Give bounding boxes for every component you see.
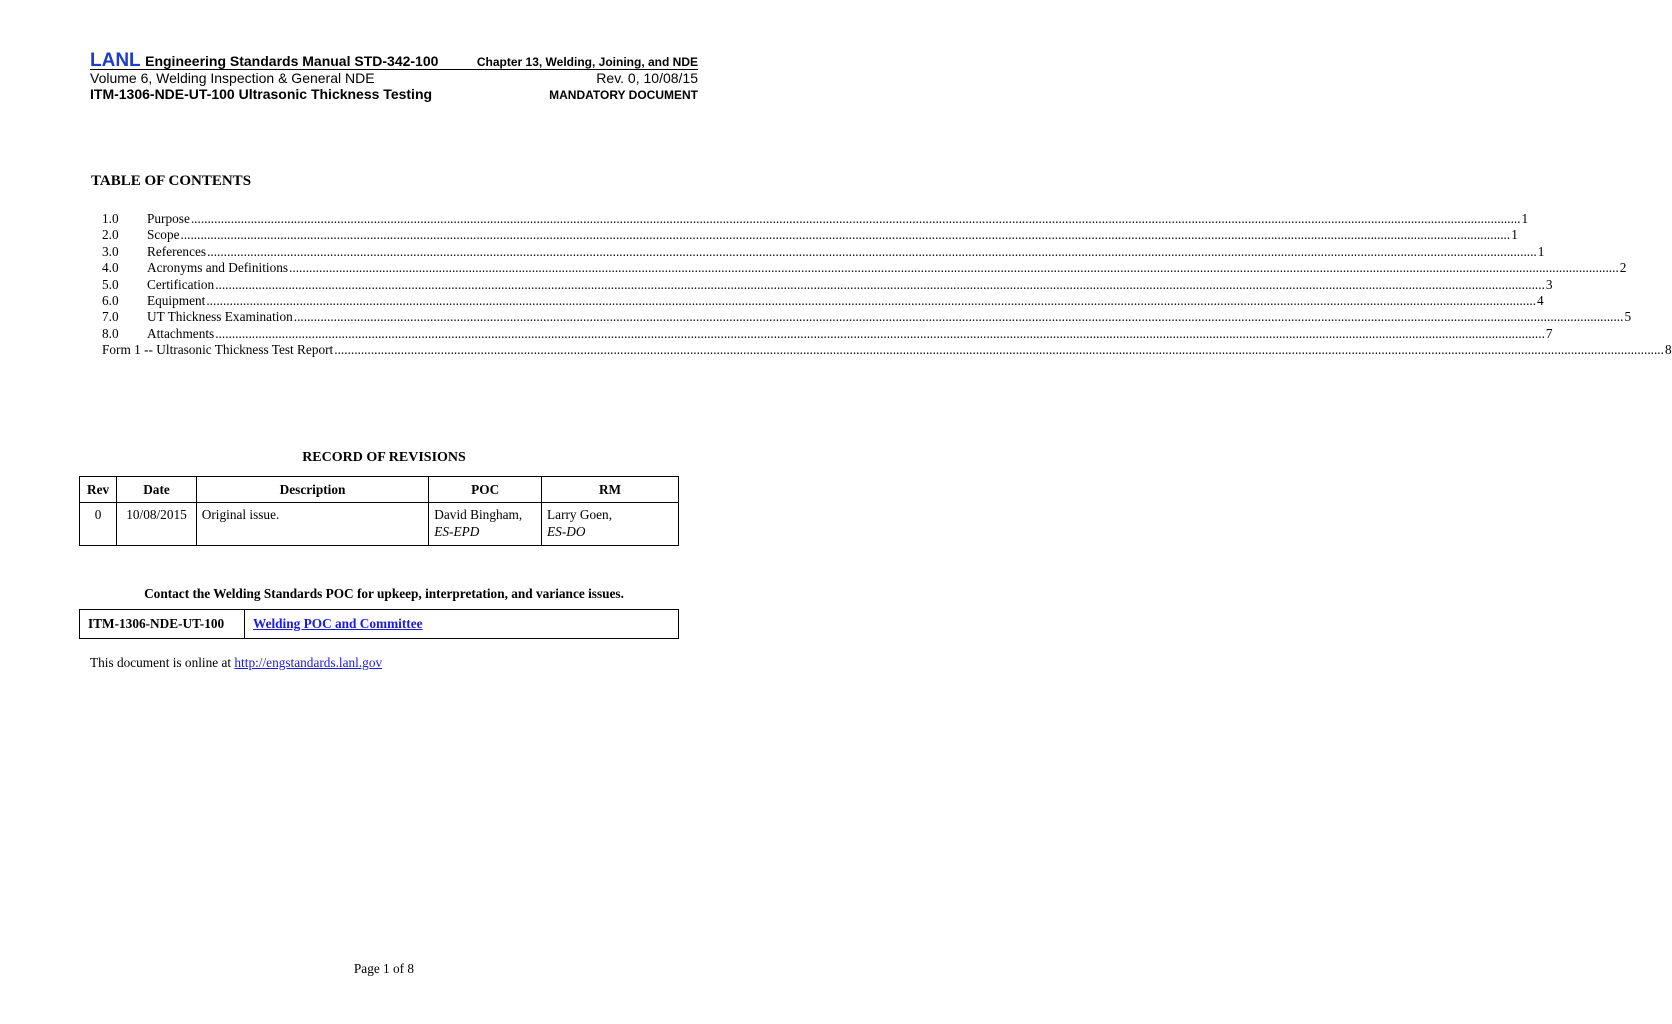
toc-item-label: UT Thickness Examination (147, 309, 293, 325)
contact-row (80, 610, 679, 639)
toc-item-label: Form 1 -- Ultrasonic Thickness Test Report (102, 342, 334, 358)
toc-item-number: 4.0 (102, 260, 119, 276)
contact-table (79, 609, 679, 639)
volume-label: Volume 6, Welding Inspection & General NDE (90, 70, 375, 86)
rm-name: Larry Goen, (547, 507, 613, 522)
toc-item[interactable] (102, 211, 1529, 227)
toc-item-number: 6.0 (102, 292, 119, 308)
header-divider (90, 69, 698, 70)
online-note (90, 655, 382, 671)
lanl-logo: LANL (90, 50, 141, 71)
toc-item-number: 7.0 (102, 309, 119, 325)
toc-leader-dots: ................................................................................................................................................................................................................................................................................................................................................................................................................ (215, 325, 1545, 341)
cell-poc (429, 503, 542, 546)
toc-item[interactable] (102, 260, 1627, 276)
online-prefix: This document is online at (90, 655, 235, 670)
toc-item-label: Attachments (147, 325, 215, 341)
toc-leader-dots: ................................................................................................................................................................................................................................................................................................................................................................................................................ (289, 260, 1619, 276)
col-header-date: Date (117, 477, 197, 503)
toc-item-page: 1 (1521, 211, 1529, 226)
toc-leader-dots: ................................................................................................................................................................................................................................................................................................................................................................................................................ (180, 227, 1511, 243)
poc-org: ES-EPD (434, 524, 480, 539)
toc-item-number: 8.0 (102, 325, 119, 341)
rm-org: ES-DO (547, 524, 586, 539)
toc-item[interactable] (102, 227, 1518, 243)
table-of-contents (102, 211, 1672, 359)
toc-item-page: 3 (1545, 276, 1553, 292)
contact-note: Contact the Welding Standards POC for upkeep, interpretation, and variance issues. (144, 586, 624, 601)
revisions-table (79, 476, 679, 546)
toc-item-page: 1 (1511, 227, 1518, 243)
document-id-cell: ITM-1306-NDE-UT-100 (80, 610, 245, 639)
welding-poc-link[interactable]: Welding POC and Committee (253, 616, 423, 631)
toc-item[interactable] (102, 342, 1672, 358)
toc-item-page: 1 (1537, 243, 1545, 259)
toc-item-page: 8 (1664, 342, 1672, 358)
page-number: Page 1 of 8 (353, 961, 415, 976)
revisions-title: RECORD OF REVISIONS (302, 450, 466, 465)
engstandards-link[interactable]: http://engstandards.lanl.gov (234, 655, 383, 670)
revision-label: Rev. 0, 10/08/15 (596, 70, 698, 86)
link-cell (245, 610, 679, 639)
mandatory-label: MANDATORY DOCUMENT (549, 88, 698, 102)
toc-item-label: Purpose (147, 211, 190, 226)
toc-item[interactable] (102, 309, 1632, 325)
toc-item-label: Acronyms and Definitions (147, 260, 289, 276)
toc-item-number: 1.0 (102, 211, 119, 226)
poc-name: David Bingham, (434, 507, 523, 522)
revisions-header-row (80, 477, 679, 503)
cell-description: Original issue. (196, 503, 429, 546)
document-title: ITM-1306-NDE-UT-100 Ultrasonic Thickness Testing (90, 86, 433, 102)
toc-leader-dots: ................................................................................................................................................................................................................................................................................................................................................................................................................ (207, 243, 1537, 259)
toc-item-label: Scope (147, 227, 180, 243)
toc-item-label: Equipment (147, 292, 206, 308)
col-header-poc: POC (429, 477, 542, 503)
col-header-rm: RM (542, 477, 679, 503)
toc-item-page: 5 (1624, 309, 1632, 325)
toc-item-number: 5.0 (102, 276, 119, 292)
manual-title: Engineering Standards Manual STD-342-100 (145, 53, 439, 69)
toc-item-page: 2 (1619, 260, 1627, 276)
table-row (80, 503, 679, 546)
toc-leader-dots: ................................................................................................................................................................................................................................................................................................................................................................................................................ (206, 292, 1537, 308)
toc-item[interactable] (102, 243, 1545, 260)
col-header-rev: Rev (80, 477, 117, 503)
toc-title: TABLE OF CONTENTS (91, 173, 252, 189)
toc-item-page: 4 (1537, 292, 1544, 308)
chapter-label: Chapter 13, Welding, Joining, and NDE (476, 55, 698, 69)
toc-leader-dots: ................................................................................................................................................................................................................................................................................................................................................................................................................ (334, 342, 1664, 358)
toc-item[interactable] (102, 325, 1553, 342)
toc-item-label: References (147, 243, 207, 259)
toc-item[interactable] (102, 276, 1553, 293)
cell-date: 10/08/2015 (117, 503, 197, 546)
cell-rev: 0 (80, 503, 117, 546)
toc-item-number: 2.0 (102, 227, 119, 243)
toc-item-number: 3.0 (102, 243, 119, 259)
toc-leader-dots: ................................................................................................................................................................................................................................................................................................................................................................................................................ (215, 276, 1545, 292)
toc-leader-dots: ................................................................................................................................................................................................................................................................................................................................................................................................................ (293, 309, 1624, 325)
toc-item-page: 7 (1545, 325, 1553, 341)
toc-leader-dots: ................................................................................................................................................................................................................................................................................................................................................................................................................ (190, 211, 1521, 226)
col-header-description: Description (196, 477, 429, 503)
cell-rm (542, 503, 679, 546)
toc-item-label: Certification (147, 276, 215, 292)
toc-item[interactable] (102, 292, 1544, 309)
